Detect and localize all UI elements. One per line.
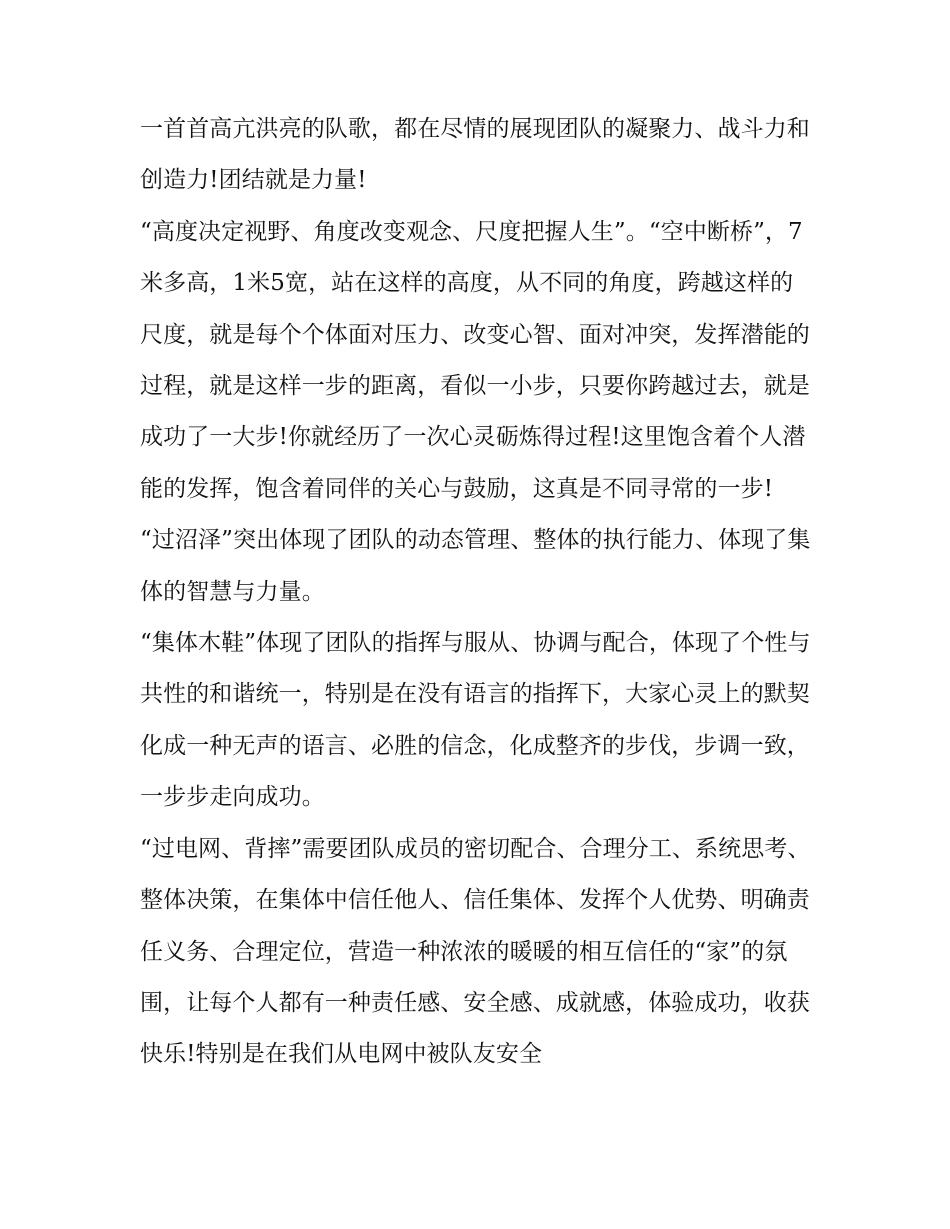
paragraph-group-wooden-shoes: “集体木鞋”体现了团队的指挥与服从、协调与配合，体现了个性与共性的和谐统一，特别是在没有语言的指挥下，大家心灵上的默契化成一种无声的语言、必胜的信念，化成整齐的步伐，步调一致，一步步走向成功。 [140, 630, 811, 811]
paragraph-electric-net-trust-fall: “过电网、背摔”需要团队成员的密切配合、合理分工、系统思考、整体决策，在集体中信任他人、信任集体、发挥个人优势、明确责任义务、合理定位，营造一种浓浓的暖暖的相互信任的“家”的氛围，让每个人都有一种责任感、安全感、成就感，体验成功，收获快乐!特别是在我们从电网中被队友安全 [140, 835, 811, 1068]
paragraph-team-song: 一首首高亢洪亮的队歌，都在尽情的展现团队的凝聚力、战斗力和创造力!团结就是力量! [140, 116, 810, 194]
document-body [140, 104, 812, 1081]
paragraph-swamp-crossing: “过沼泽”突出体现了团队的动态管理、整体的执行能力、体现了集体的智慧与力量。 [140, 527, 811, 605]
paragraph-air-bridge: “高度决定视野、角度改变观念、尺度把握人生”。“空中断桥”，7米多高，1米5宽，站在这样的高度，从不同的角度，跨越这样的尺度，就是每个个体面对压力、改变心智、面对冲突，发挥潜能的过程，就是这样一步的距离，看似一小步，只要你跨越过去，就是成功了一大步!你就经历了一次心灵砺炼得过程!这里饱含着个人潜能的发挥，饱含着同伴的关心与鼓励，这真是不同寻常的一步! [140, 218, 810, 502]
